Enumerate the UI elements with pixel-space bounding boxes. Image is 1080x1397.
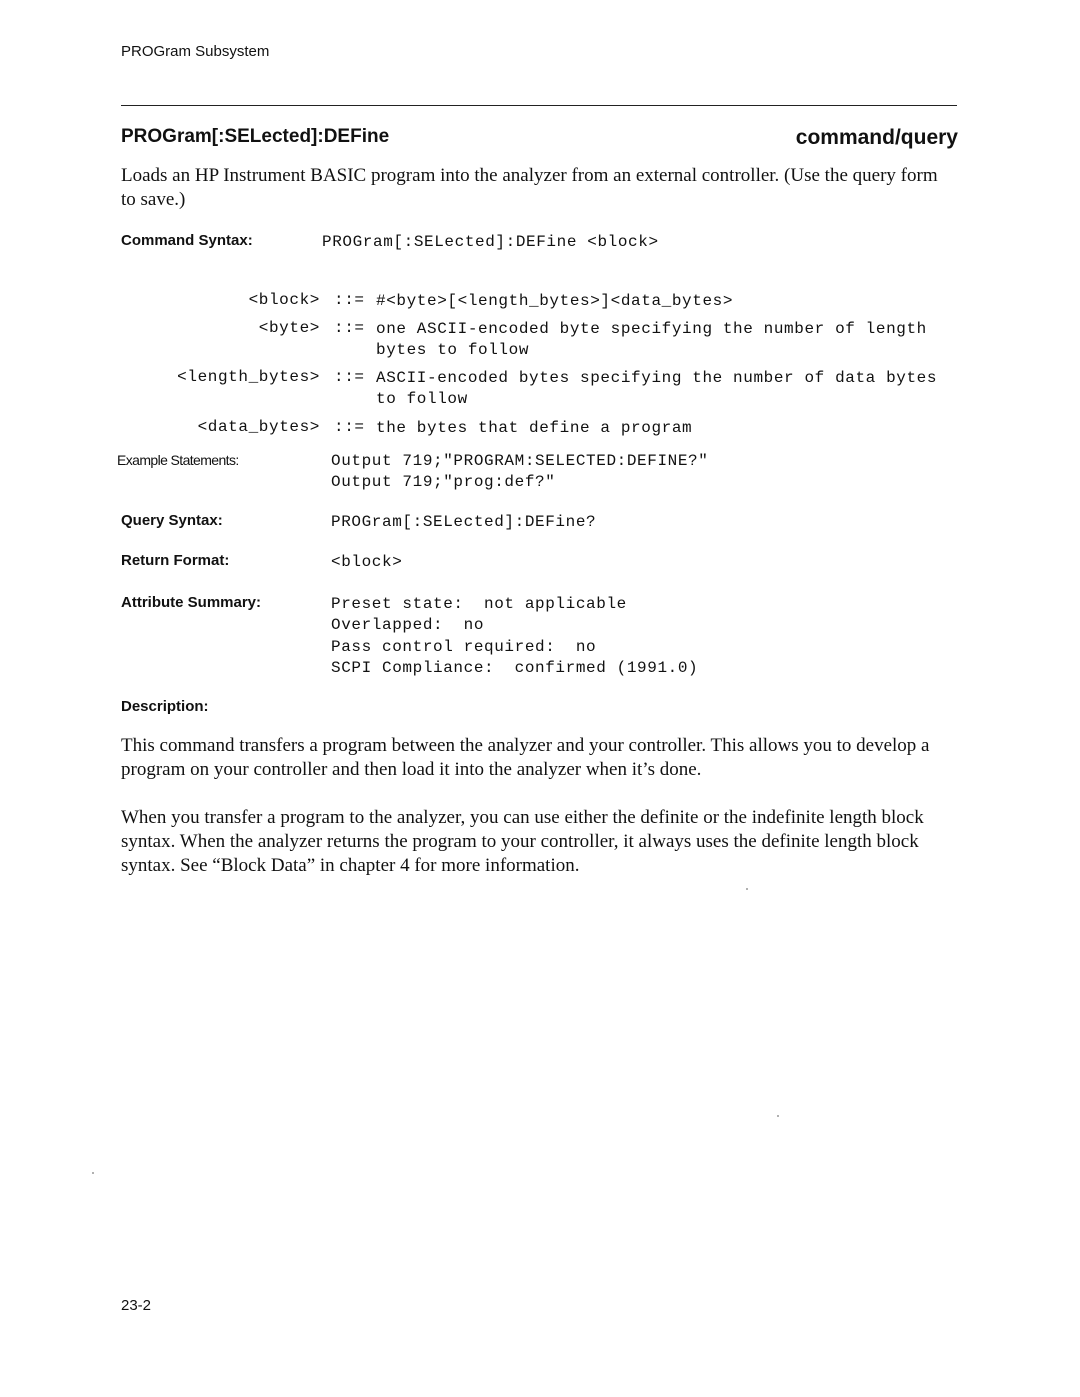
- example-statements-label: Example Statements:: [117, 452, 239, 468]
- command-title: PROGram[:SELected]:DEFine: [121, 126, 390, 147]
- definition-operator: ::=: [334, 418, 365, 436]
- definition-operator: ::=: [334, 368, 365, 386]
- command-syntax-value: PROGram[:SELected]:DEFine <block>: [322, 233, 659, 251]
- attribute-line: Overlapped: no: [331, 616, 485, 634]
- scan-speck: [746, 888, 748, 890]
- attribute-summary-label: Attribute Summary:: [121, 594, 262, 611]
- attribute-line: Pass control required: no: [331, 638, 597, 656]
- query-syntax-value: PROGram[:SELected]:DEFine?: [331, 513, 597, 531]
- page-number: 23-2: [121, 1297, 152, 1314]
- definition-text: ASCII-encoded bytes specifying the number of data bytes to follow: [376, 369, 948, 408]
- definition-text: one ASCII-encoded byte specifying the number of length bytes to follow: [376, 320, 938, 359]
- description-paragraph: When you transfer a program to the analyzer, you can use either the definite or the indefinite length block syntax. When the analyzer returns the program to your controller, it always uses the definite length block syntax. See “Block Data” in chapter 4 for more information.: [121, 807, 924, 876]
- definition-text: #<byte>[<length_bytes>]<data_bytes>: [376, 292, 734, 310]
- intro-paragraph: Loads an HP Instrument BASIC program into the analyzer from an external controller. (Use the query form to save.): [121, 165, 938, 210]
- definition-operator: ::=: [334, 291, 365, 309]
- description-label: Description:: [121, 698, 209, 715]
- query-syntax-label: Query Syntax:: [121, 512, 223, 529]
- definition-term: <block>: [248, 291, 320, 309]
- attribute-line: Preset state: not applicable: [331, 595, 627, 613]
- scan-speck: [777, 1115, 779, 1117]
- command-syntax-label: Command Syntax:: [121, 232, 253, 249]
- scan-speck: [92, 1172, 94, 1174]
- example-statement-line: Output 719;"prog:def?": [331, 473, 556, 491]
- attribute-line: SCPI Compliance: confirmed (1991.0): [331, 659, 699, 677]
- definition-term: <byte>: [258, 319, 320, 337]
- definition-operator: ::=: [334, 319, 365, 337]
- command-type: command/query: [795, 126, 958, 149]
- return-format-value: <block>: [331, 553, 403, 571]
- example-statement-line: Output 719;"PROGRAM:SELECTED:DEFINE?": [331, 452, 709, 470]
- definition-term: <length_bytes>: [177, 368, 320, 386]
- running-header: PROGram Subsystem: [121, 43, 270, 60]
- header-rule: [121, 105, 957, 106]
- return-format-label: Return Format:: [121, 552, 230, 569]
- description-paragraph: This command transfers a program between the analyzer and your controller. This allows you to develop a program on your controller and then load it into the analyzer when it’s done.: [121, 735, 930, 780]
- definition-text: the bytes that define a program: [376, 419, 693, 437]
- definition-term: <data_bytes>: [197, 418, 320, 436]
